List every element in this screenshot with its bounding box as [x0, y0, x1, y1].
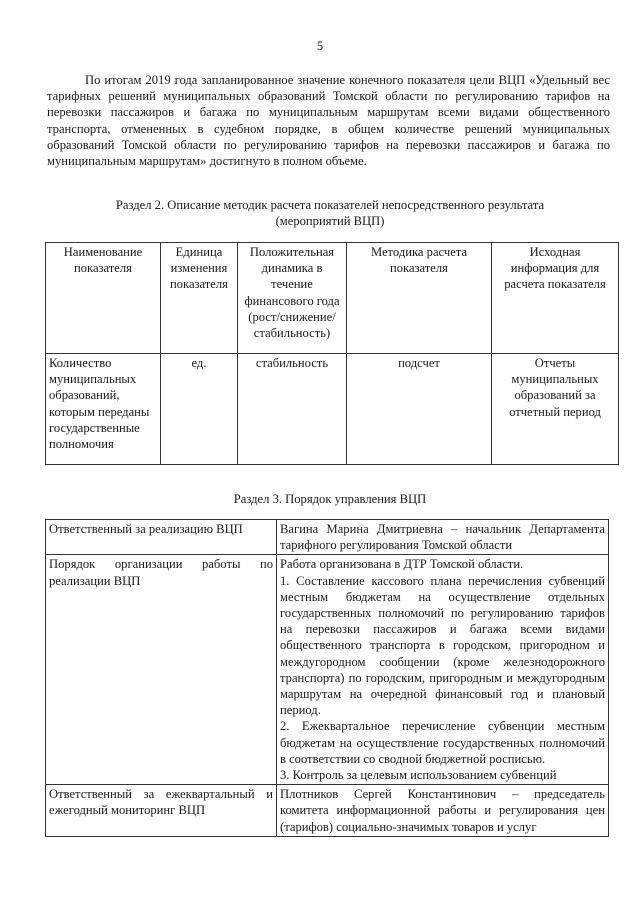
management-table	[45, 519, 609, 837]
table-row	[46, 520, 609, 555]
value-line: 3. Контроль за целевым использованием субвенций	[280, 768, 557, 783]
value-line: 1. Составление кассового плана перечисления субвенций местным бюджетам на осуществление отдельных государственных полномочий по регулированию тарифов на перевозки пассажиров и багажа всеми видами общественного транспорта в городском, пригородном и междугородном сообщении (кроме железнодорожного транспорта) по городским, пригородным и междугородным маршрутам на очередной финансовый год и плановый период.	[280, 573, 605, 718]
value-line: Вагина Марина Дмитриевна – начальник Департамента тарифного регулирования Томской области	[280, 522, 605, 553]
header-method: Методика расчета показателя	[347, 243, 492, 354]
row-label-organization: Порядок организации работы по реализации ВЦП	[46, 555, 277, 785]
cell-indicator-name: Количество муниципальных образований, которым переданы государственные полномочия	[46, 354, 161, 465]
value-line: Плотников Сергей Константинович – председатель комитета информационной работы и регулирования цен (тарифов) социально-значимых товаров и услуг	[280, 787, 605, 834]
cell-dynamics: стабильность	[238, 354, 347, 465]
section-2-title-line2: (мероприятий ВЦП)	[275, 214, 385, 229]
header-indicator-name: Наименование показателя	[46, 243, 161, 354]
row-value-organization	[277, 555, 609, 785]
cell-source-info: Отчеты муниципальных образований за отчетный период	[492, 354, 619, 465]
table-row	[46, 354, 619, 465]
table-row	[46, 555, 609, 785]
row-value-responsible	[277, 520, 609, 555]
header-source-info: Исходная информация для расчета показателя	[492, 243, 619, 354]
section-3-title: Раздел 3. Порядок управления ВЦП	[233, 492, 427, 506]
value-line: Работа организована в ДТР Томской области.	[280, 557, 524, 572]
table-header-row	[46, 243, 619, 354]
cell-unit: ед.	[161, 354, 238, 465]
intro-paragraph: По итогам 2019 года запланированное значение конечного показателя цели ВЦП «Удельный вес тарифных решений муниципальных образований Томской области по регулированию тарифов на перевозки пассажиров и багажа по муниципальным маршрутам всеми видами общественного транспорта, отмененных в судебном порядке, в общем количестве решений муниципальных образований Томской области по регулированию тарифов на перевозки пассажиров и багажа по муниципальным маршрутам» достигнуто в полном объеме.	[47, 73, 610, 169]
cell-method: подсчет	[347, 354, 492, 465]
row-label-responsible: Ответственный за реализацию ВЦП	[46, 520, 277, 555]
table-row	[46, 785, 609, 837]
header-dynamics: Положительная динамика в течение финансового года (рост/снижение/ стабильность)	[238, 243, 347, 354]
header-unit: Единица изменения показателя	[161, 243, 238, 354]
indicators-method-table	[45, 242, 619, 465]
value-line: 2. Ежеквартальное перечисление субвенции местным бюджетам на осуществление государственных полномочий в соответствии со сводной бюджетной росписью.	[280, 719, 605, 766]
row-value-monitoring	[277, 785, 609, 837]
section-2-title-line1: Раздел 2. Описание методик расчета показателей непосредственного результата	[115, 198, 545, 212]
row-label-monitoring: Ответственный за ежеквартальный и ежегодный мониторинг ВЦП	[46, 785, 277, 837]
page-number: 5	[316, 39, 324, 53]
section-2-title	[10, 197, 640, 229]
